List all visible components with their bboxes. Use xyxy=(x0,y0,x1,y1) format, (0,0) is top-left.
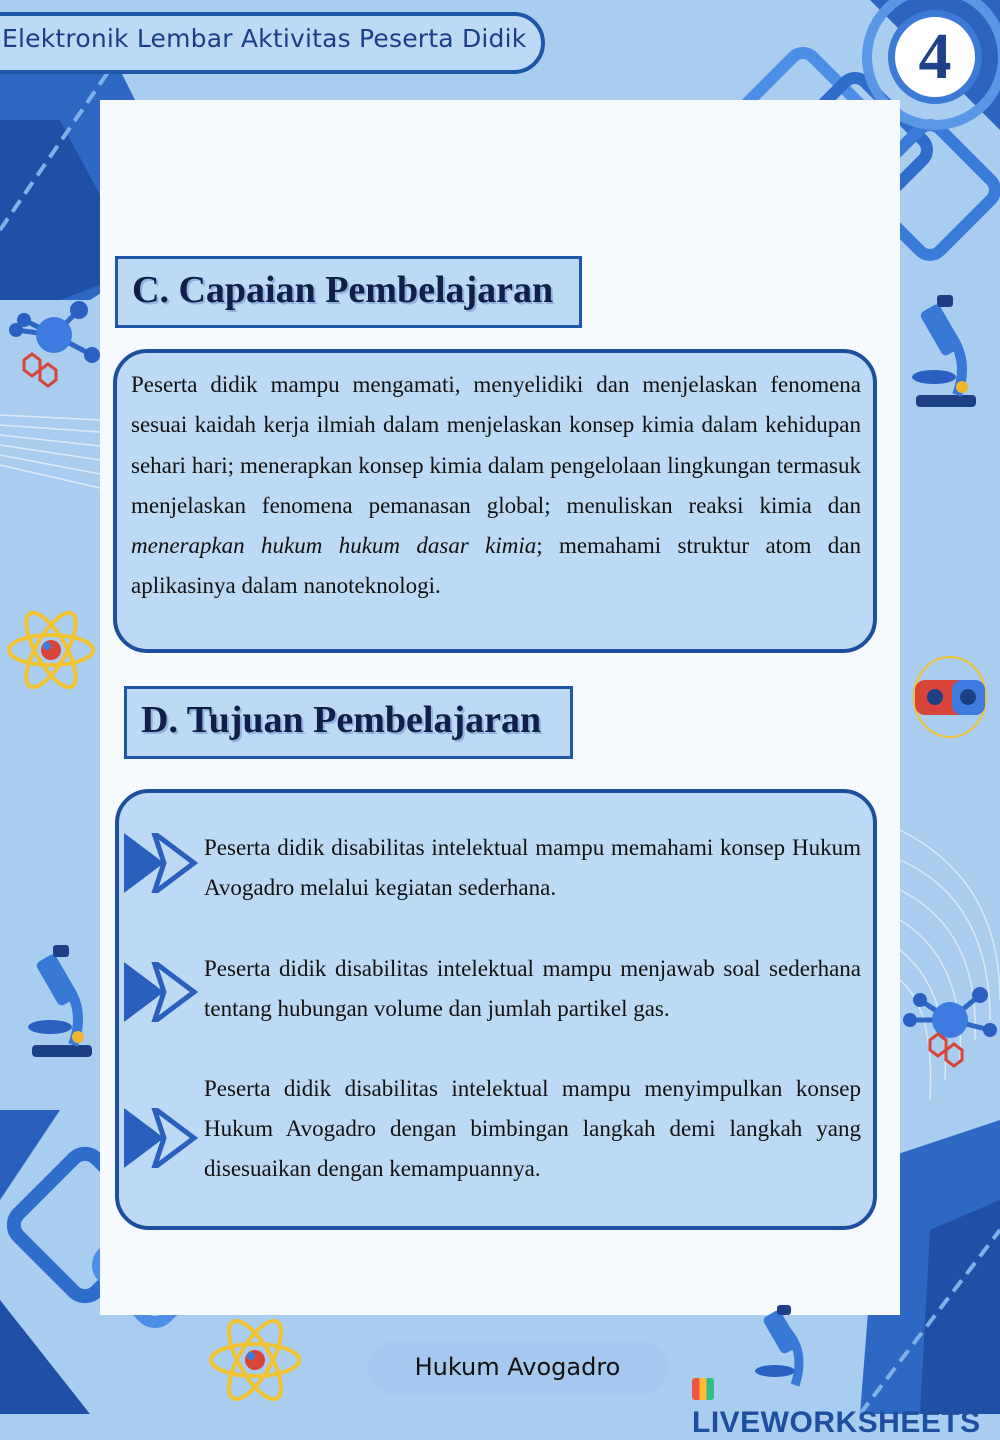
molecule-icon xyxy=(900,970,1000,1070)
goal-item-3: Peserta didik disabilitas intelektual mampu menyimpulkan konsep Hukum Avogadro dengan bimbingan langkah demi langkah yang disesuaikan dengan kemampuannya. xyxy=(204,1076,861,1181)
battery-icon xyxy=(910,655,990,740)
molecule-icon xyxy=(4,290,104,390)
arrow-right-icon xyxy=(124,1108,202,1168)
liveworksheets-logo-icon xyxy=(692,1378,714,1400)
learning-outcome-text-part1: Peserta didik mampu mengamati, menyelidiki dan menjelaskan fenomena sesuai kaidah kerja ilmiah dalam menjelaskan konsep kimia dalam kehidupan sehari hari; menerapkan konsep kimia dalam pengelolaan lingkungan termasuk menjelaskan fenomena pemanasan global; menuliskan reaksi kimia dan xyxy=(131,372,861,518)
atom-icon xyxy=(4,600,99,705)
learning-outcome-text xyxy=(131,365,861,607)
goal-item-1: Peserta didik disabilitas intelektual mampu memahami konsep Hukum Avogadro melalui kegiatan sederhana. xyxy=(204,835,861,900)
watermark xyxy=(692,1372,1000,1440)
page-number-badge: 4 xyxy=(888,10,982,104)
learning-outcome-text-part2: ; memahami struktur atom dan aplikasinya dalam nanoteknologi. xyxy=(131,533,861,599)
microscope-icon xyxy=(18,945,98,1060)
arrow-right-icon xyxy=(124,962,202,1022)
microscope-icon xyxy=(902,295,982,415)
topic-label: Hukum Avogadro xyxy=(367,1342,668,1394)
section-d-title: D. Tujuan Pembelajaran xyxy=(124,686,573,759)
goal-item-2: Peserta didik disabilitas intelektual mampu menjawab soal sederhana tentang hubungan volume dan jumlah partikel gas. xyxy=(204,956,861,1021)
header-title: Elektronik Lembar Aktivitas Peserta Didik xyxy=(2,24,527,53)
section-c-title: C. Capaian Pembelajaran xyxy=(115,256,582,328)
atom-icon xyxy=(205,1305,305,1414)
arrow-right-icon xyxy=(124,833,202,893)
watermark-text: LIVEWORKSHEETS xyxy=(692,1406,981,1439)
learning-outcome-text-italic: menerapkan hukum hukum dasar kimia xyxy=(131,533,537,559)
